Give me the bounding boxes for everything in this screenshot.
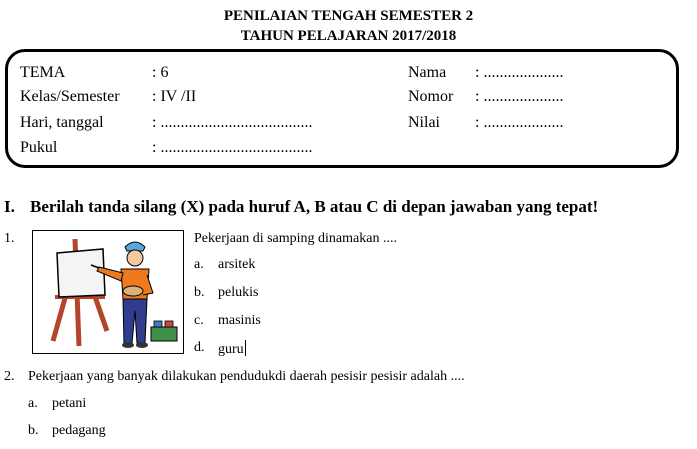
option-text: arsitek [218, 257, 256, 272]
option-letter: a. [194, 257, 204, 272]
question-2-text: Pekerjaan yang banyak dilakukan pendudukdi daerah pesisir pesisir adalah .... [28, 369, 465, 384]
nilai-label: Nilai [408, 114, 440, 131]
option-letter: c. [194, 313, 204, 328]
painter-head [127, 250, 143, 266]
question-2-number: 2. [4, 369, 15, 384]
question-1-text: Pekerjaan di samping dinamakan .... [194, 231, 397, 246]
paint-pot [165, 321, 173, 327]
nomor-label: Nomor [408, 88, 454, 105]
hari-value: : ...................................... [152, 114, 313, 131]
pukul-label: Pukul [20, 139, 58, 156]
option-text: masinis [218, 313, 261, 328]
nama-label: Nama [408, 64, 447, 81]
painter-shoe [122, 342, 134, 348]
kelas-label: Kelas/Semester [20, 88, 120, 105]
option-letter: a. [28, 396, 38, 411]
painter-shoe [136, 342, 148, 348]
section-number: I. [4, 197, 15, 216]
paint-pot [154, 321, 162, 327]
exam-title: PENILAIAN TENGAH SEMESTER 2 [223, 8, 474, 24]
option-text-value: guru [218, 342, 244, 357]
painter-icon [33, 231, 183, 353]
option-letter: b. [194, 285, 205, 300]
tema-label: TEMA [20, 64, 66, 81]
option-letter: b. [28, 423, 39, 438]
nomor-value: : .................... [475, 88, 564, 105]
paint-box [151, 327, 177, 341]
paint-palette [123, 286, 143, 296]
option-text: pedagang [52, 423, 106, 438]
option-text [218, 340, 246, 358]
painter-pants [123, 299, 147, 343]
option-letter: d. [194, 340, 205, 355]
academic-year: TAHUN PELAJARAN 2017/2018 [240, 28, 457, 44]
text-cursor [245, 340, 246, 356]
tema-value: : 6 [152, 64, 169, 81]
nama-value: : .................... [475, 64, 564, 81]
kelas-value: : IV /II [152, 88, 197, 105]
section-instruction: Berilah tanda silang (X) pada huruf A, B atau C di depan jawaban yang tepat! [30, 197, 599, 216]
hari-label: Hari, tanggal [20, 114, 104, 131]
option-text: petani [52, 396, 87, 411]
painter-illustration [32, 230, 184, 354]
painting-canvas [57, 249, 105, 297]
option-text: pelukis [218, 285, 259, 300]
question-1-number: 1. [4, 231, 15, 246]
pukul-value: : ...................................... [152, 139, 313, 156]
nilai-value: : .................... [475, 114, 564, 131]
student-info-box [5, 49, 679, 168]
